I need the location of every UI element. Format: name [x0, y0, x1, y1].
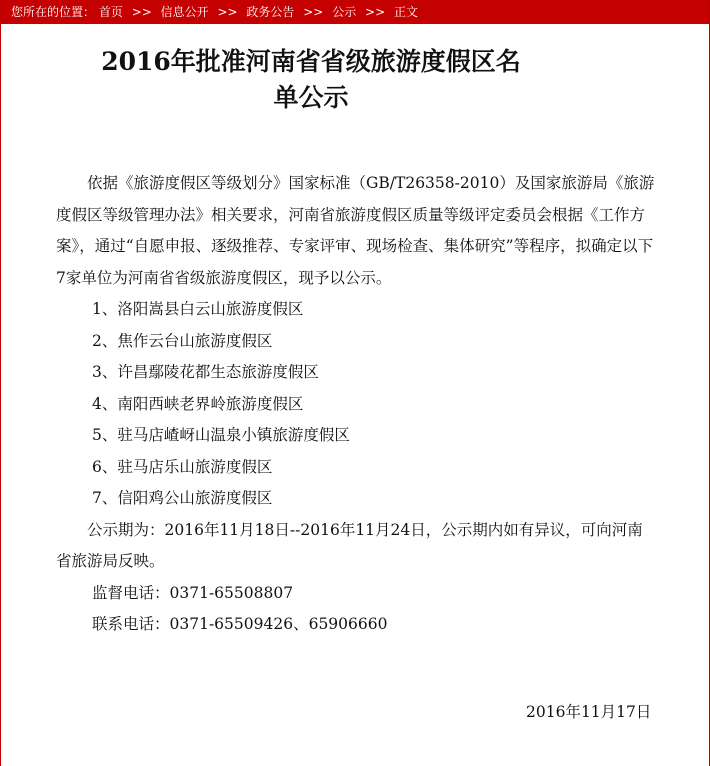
period-paragraph: 公示期为：2016年11月18日--2016年11月24日，公示期内如有异议，可向河南省旅游局反映。 — [56, 520, 643, 570]
list-item: 5、驻马店嵖岈山温泉小镇旅游度假区 — [92, 426, 350, 444]
breadcrumb-info-link[interactable]: 信息公开 — [160, 5, 209, 19]
breadcrumb-announcement-link[interactable]: 政务公告 — [246, 5, 295, 19]
list-item: 1、洛阳嵩县白云山旅游度假区 — [92, 300, 304, 318]
breadcrumb-separator: >> — [131, 5, 152, 19]
publish-date: 2016年11月17日 — [526, 703, 652, 721]
breadcrumb — [1, 0, 709, 24]
list-item: 6、驻马店乐山旅游度假区 — [92, 457, 273, 476]
list-item: 3、许昌鄢陵花都生态旅游度假区 — [92, 363, 319, 381]
supervision-phone: 监督电话：0371-65508807 — [92, 583, 294, 602]
breadcrumb-prefix: 您所在的位置： — [11, 5, 96, 19]
contact-phone: 联系电话：0371-65509426、65906660 — [92, 615, 388, 633]
page-title — [51, 44, 571, 116]
list-item: 2、焦作云台山旅游度假区 — [92, 331, 273, 350]
intro-paragraph: 依据《旅游度假区等级划分》国家标准（GB/T26358-2010）及国家旅游局《旅游度假区等级管理办法》相关要求，河南省旅游度假区质量等级评定委员会根据《工作方案》，通过“自愿申报、逐级推荐、专家评审、现场检查、集体研究”等程序，拟确定以下7家单位为河南省省级旅游度假区，现予以公示。 — [56, 174, 655, 287]
list-item: 7、信阳鸡公山旅游度假区 — [92, 489, 273, 507]
page-title-line1: 2016年批准河南省省级旅游度假区名 — [101, 47, 521, 76]
breadcrumb-home-link[interactable]: 首页 — [98, 5, 123, 19]
breadcrumb-notice-link[interactable]: 公示 — [332, 5, 357, 19]
breadcrumb-separator: >> — [365, 5, 386, 19]
article-body — [56, 168, 656, 641]
breadcrumb-separator: >> — [217, 5, 238, 19]
breadcrumb-current: 正文 — [393, 5, 418, 19]
page-title-line2: 单公示 — [273, 83, 349, 112]
list-item: 4、南阳西峡老界岭旅游度假区 — [92, 394, 304, 413]
breadcrumb-separator: >> — [303, 5, 324, 19]
